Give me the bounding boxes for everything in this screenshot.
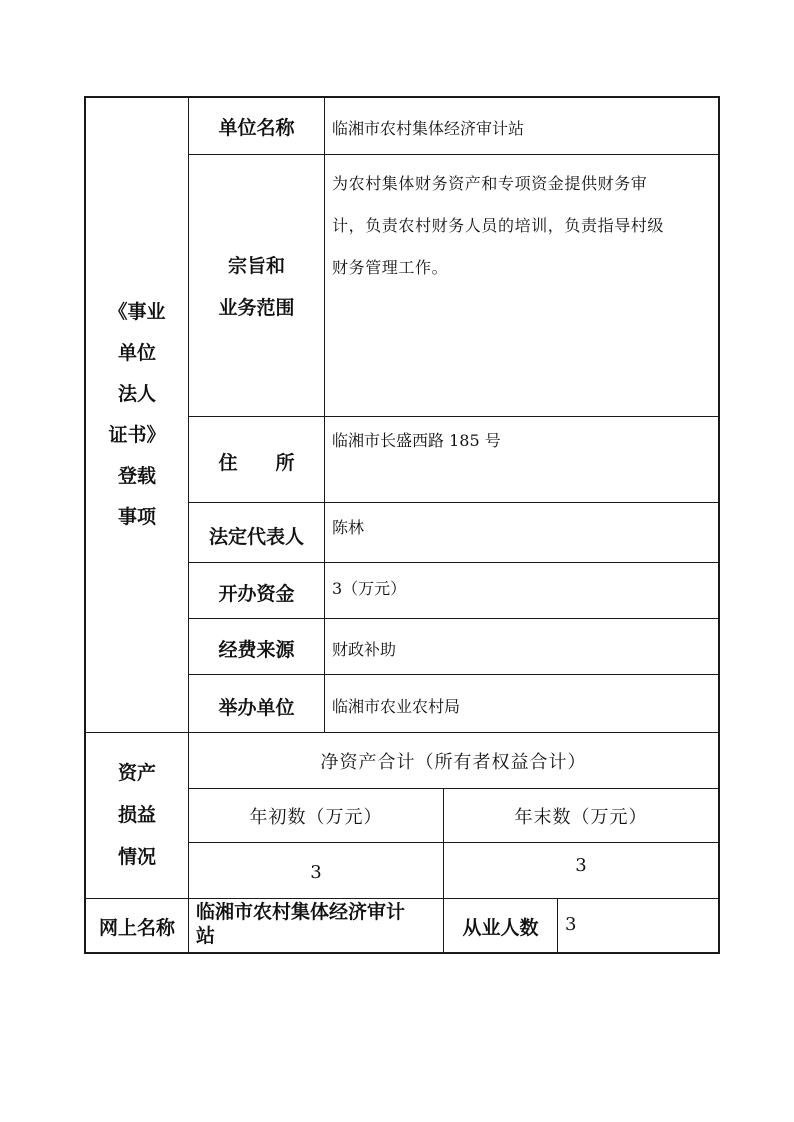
funding-value: 财政补助 — [332, 640, 397, 659]
divider-section — [84, 732, 719, 733]
certificate-line: 证书》 — [108, 424, 166, 446]
purpose-value-line: 为农村集体财务资产和专项资金提供财务审 — [332, 174, 648, 193]
purpose-value-line: 财务管理工作。 — [332, 258, 449, 277]
net-assets-header: 净资产合计（所有者权益合计） — [320, 752, 587, 773]
divider-row-6 — [188, 674, 719, 675]
assets-header-line: 资产 — [117, 762, 156, 784]
online-name-value — [196, 900, 442, 948]
end-year-header: 年末数（万元） — [514, 806, 648, 828]
purpose-label-line: 业务范围 — [218, 297, 295, 319]
purpose-value — [332, 163, 716, 289]
certificate-header — [86, 290, 188, 540]
certificate-line: 《事业 — [108, 301, 166, 323]
address-value: 临湘市长盛西路 185 号 — [332, 431, 501, 450]
table-border-bottom — [84, 952, 720, 954]
purpose-value-line: 计，负责农村财务人员的培训，负责指导村级 — [332, 216, 665, 235]
assets-header — [86, 752, 188, 878]
capital-label: 开办资金 — [218, 582, 295, 605]
legal-rep-label: 法定代表人 — [208, 525, 304, 548]
online-name-line: 临湘市农村集体经济审计 — [196, 901, 406, 923]
table-border-right — [718, 96, 720, 954]
begin-year-header: 年初数（万元） — [249, 806, 383, 828]
online-name-label: 网上名称 — [98, 916, 175, 939]
divider-row-3 — [188, 502, 719, 503]
certificate-line: 事项 — [117, 506, 156, 528]
staff-count-value: 3 — [565, 914, 577, 935]
divider-label-col — [324, 96, 325, 732]
table-border-top — [84, 96, 720, 98]
divider-row-1 — [188, 154, 719, 155]
capital-value: 3（万元） — [332, 579, 407, 598]
divider-row-2 — [188, 416, 719, 417]
certificate-line: 单位 — [117, 342, 156, 364]
unit-name-value: 临湘市农村集体经济审计站 — [332, 119, 525, 138]
online-name-line: 站 — [196, 925, 216, 947]
divider-row-4 — [188, 562, 719, 563]
purpose-label-line: 宗旨和 — [227, 255, 285, 277]
certificate-line: 登载 — [117, 465, 156, 487]
end-year-value: 3 — [575, 854, 587, 876]
address-label: 住 所 — [218, 451, 295, 474]
staff-count-label: 从业人数 — [462, 916, 539, 939]
begin-year-value: 3 — [310, 861, 322, 883]
sponsor-label: 举办单位 — [218, 696, 295, 719]
assets-header-line: 情况 — [117, 846, 156, 868]
unit-name-label: 单位名称 — [218, 116, 295, 139]
sponsor-value: 临湘市农业农村局 — [332, 697, 461, 716]
legal-rep-value: 陈林 — [332, 518, 365, 537]
certificate-line: 法人 — [117, 383, 156, 405]
purpose-label — [189, 242, 324, 332]
funding-label: 经费来源 — [218, 638, 295, 661]
divider-footer — [84, 898, 719, 899]
divider-row-5 — [188, 618, 719, 619]
assets-header-line: 损益 — [117, 804, 156, 826]
divider-staff-value — [557, 898, 558, 952]
